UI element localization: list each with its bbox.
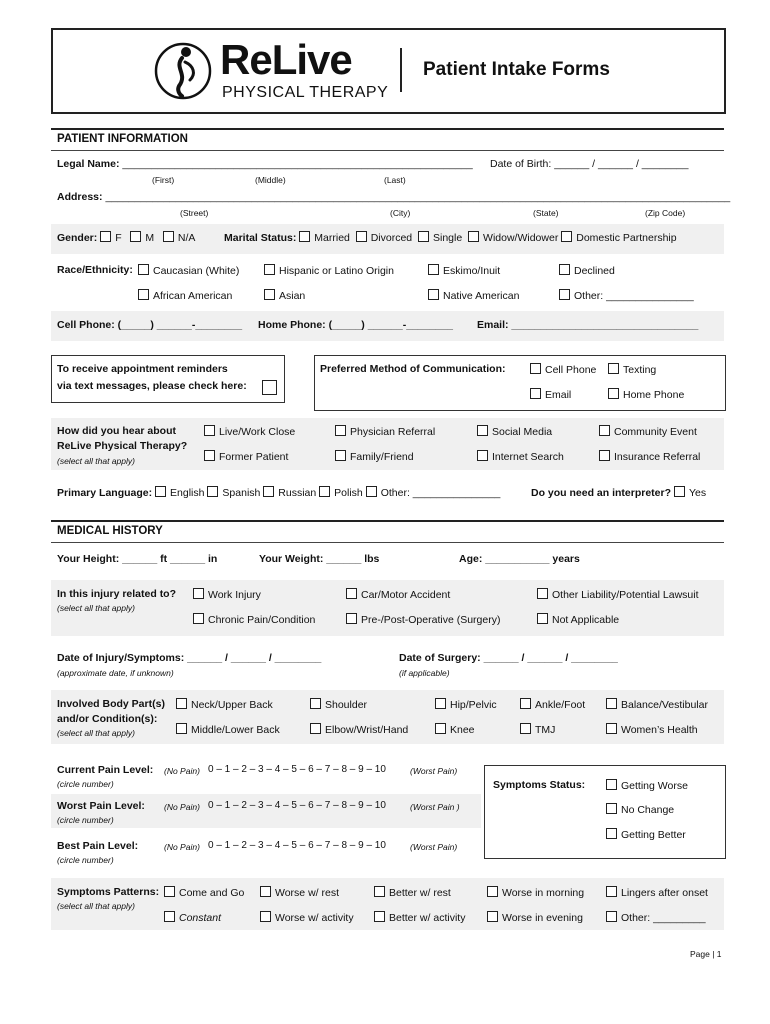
best-circle-note: (circle number) xyxy=(57,855,114,865)
street-caption: (Street) xyxy=(180,208,209,218)
worst-worst: (Worst Pain ) xyxy=(410,802,460,812)
liability-checkbox[interactable]: Other Liability/Potential Lawsuit xyxy=(537,588,699,601)
gender-f-checkbox[interactable]: F xyxy=(100,232,121,244)
patterns-label: Symptoms Patterns: xyxy=(57,886,160,898)
body-note: (select all that apply) xyxy=(57,728,135,738)
social-checkbox[interactable]: Social Media xyxy=(477,425,552,438)
interpreter-yes-checkbox[interactable]: Yes xyxy=(674,487,706,499)
reminder-checkbox[interactable] xyxy=(262,379,277,397)
not-applicable-checkbox[interactable]: Not Applicable xyxy=(537,613,619,626)
internet-checkbox[interactable]: Internet Search xyxy=(477,450,564,463)
zip-caption: (Zip Code) xyxy=(645,208,686,218)
womens-checkbox[interactable]: Women’s Health xyxy=(606,723,698,736)
lang-other-checkbox[interactable]: Other: _______________ xyxy=(366,487,501,499)
divorced-checkbox[interactable]: Divorced xyxy=(356,232,412,244)
home-phone-field[interactable]: Home Phone: (_____) ______-________ xyxy=(258,319,453,331)
logo-icon xyxy=(152,40,214,107)
neck-checkbox[interactable]: Neck/Upper Back xyxy=(176,698,273,711)
current-circle-note: (circle number) xyxy=(57,779,114,789)
comm-email-checkbox[interactable]: Email xyxy=(530,388,571,401)
language-row: Primary Language: English Spanish Russian Polish Other: _______________ xyxy=(57,487,501,499)
page-number: Page | 1 xyxy=(690,949,722,959)
body-line2: and/or Condition(s): xyxy=(57,713,158,725)
widow-checkbox[interactable]: Widow/Widower xyxy=(468,232,558,244)
form-title: Patient Intake Forms xyxy=(423,59,610,80)
asian-checkbox[interactable]: Asian xyxy=(264,289,305,302)
marital-row: Marital Status: Married Divorced Single Widow/Widower Domestic Partnership xyxy=(224,232,677,244)
best-pain-label: Best Pain Level: xyxy=(57,840,139,852)
caucasian-checkbox[interactable]: Caucasian (White) xyxy=(138,264,239,277)
dob-field[interactable]: Date of Birth: ______ / ______ / ________ xyxy=(490,158,689,170)
family-checkbox[interactable]: Family/Friend xyxy=(335,450,414,463)
email-field[interactable]: Email: ________________________________ xyxy=(477,319,699,331)
african-checkbox[interactable]: African American xyxy=(138,289,232,302)
getting-worse-checkbox[interactable]: Getting Worse xyxy=(606,779,688,792)
interpreter-row: Do you need an interpreter? Yes xyxy=(531,487,707,499)
middle-caption: (Middle) xyxy=(255,175,286,185)
worst-pain-scale[interactable]: 0 – 1 – 2 – 3 – 4 – 5 – 6 – 7 – 8 – 9 – 10 xyxy=(208,800,386,811)
patterns-note: (select all that apply) xyxy=(57,901,135,911)
lower-back-checkbox[interactable]: Middle/Lower Back xyxy=(176,723,280,736)
native-checkbox[interactable]: Native American xyxy=(428,289,519,302)
approx-note: (approximate date, if unknown) xyxy=(57,668,174,678)
header-divider xyxy=(400,48,402,92)
worse-activity-checkbox[interactable]: Worse w/ activity xyxy=(260,911,354,924)
pattern-other-checkbox[interactable]: Other: _________ xyxy=(606,911,706,924)
reminder-line2: via text messages, please check here: xyxy=(57,380,247,392)
knee-checkbox[interactable]: Knee xyxy=(435,723,475,736)
current-pain-scale[interactable]: 0 – 1 – 2 – 3 – 4 – 5 – 6 – 7 – 8 – 9 – 10 xyxy=(208,764,386,775)
brand-main: ReLive xyxy=(220,36,352,83)
constant-checkbox[interactable]: Constant xyxy=(164,911,221,924)
current-pain-label: Current Pain Level: xyxy=(57,764,154,776)
better-activity-checkbox[interactable]: Better w/ activity xyxy=(374,911,465,924)
status-label: Symptoms Status: xyxy=(493,779,586,791)
best-pain-scale[interactable]: 0 – 1 – 2 – 3 – 4 – 5 – 6 – 7 – 8 – 9 – 10 xyxy=(208,840,386,851)
balance-checkbox[interactable]: Balance/Vestibular xyxy=(606,698,708,711)
preop-checkbox[interactable]: Pre-/Post-Operative (Surgery) xyxy=(346,613,500,626)
married-checkbox[interactable]: Married xyxy=(299,232,350,244)
hear-line2: ReLive Physical Therapy? xyxy=(57,440,188,452)
worst-pain-label: Worst Pain Level: xyxy=(57,800,145,812)
worse-evening-checkbox[interactable]: Worse in evening xyxy=(487,911,583,924)
lingers-checkbox[interactable]: Lingers after onset xyxy=(606,886,708,899)
physician-checkbox[interactable]: Physician Referral xyxy=(335,425,435,438)
elbow-checkbox[interactable]: Elbow/Wrist/Hand xyxy=(310,723,408,736)
worse-morning-checkbox[interactable]: Worse in morning xyxy=(487,886,584,899)
english-checkbox[interactable]: English xyxy=(155,487,204,499)
current-worst: (Worst Pain) xyxy=(410,766,458,776)
race-other-checkbox[interactable]: Other: _______________ xyxy=(559,289,694,302)
getting-better-checkbox[interactable]: Getting Better xyxy=(606,828,686,841)
gender-na-checkbox[interactable]: N/A xyxy=(163,232,196,244)
declined-checkbox[interactable]: Declined xyxy=(559,264,615,277)
brand-sub: PHYSICAL THERAPY xyxy=(222,84,389,101)
if-applicable-note: (if applicable) xyxy=(399,668,450,678)
former-checkbox[interactable]: Former Patient xyxy=(204,450,288,463)
russian-checkbox[interactable]: Russian xyxy=(263,487,316,499)
work-injury-checkbox[interactable]: Work Injury xyxy=(193,588,261,601)
first-caption: (First) xyxy=(152,175,175,185)
patient-section-header: PATIENT INFORMATION xyxy=(51,128,724,151)
hip-checkbox[interactable]: Hip/Pelvic xyxy=(435,698,497,711)
weight-field[interactable]: Your Weight: ______ lbs xyxy=(259,553,380,565)
worse-rest-checkbox[interactable]: Worse w/ rest xyxy=(260,886,339,899)
age-field[interactable]: Age: ___________ years xyxy=(459,553,580,565)
best-no-pain: (No Pain) xyxy=(164,842,200,852)
comm-label: Preferred Method of Communication: xyxy=(320,363,506,375)
reminder-line1: To receive appointment reminders xyxy=(57,363,228,375)
single-checkbox[interactable]: Single xyxy=(418,232,462,244)
address-row[interactable]: Address: ___________________________________________________________________________________________________________ xyxy=(57,191,731,203)
legal-name-row[interactable]: Legal Name: ____________________________________________________________ xyxy=(57,158,473,170)
hear-note: (select all that apply) xyxy=(57,456,135,466)
ankle-checkbox[interactable]: Ankle/Foot xyxy=(520,698,585,711)
live-work-checkbox[interactable]: Live/Work Close xyxy=(204,425,295,438)
date-surgery-field[interactable]: Date of Surgery: ______ / ______ / ________ xyxy=(399,652,618,664)
chronic-checkbox[interactable]: Chronic Pain/Condition xyxy=(193,613,315,626)
hispanic-checkbox[interactable]: Hispanic or Latino Origin xyxy=(264,264,394,277)
medical-section-header: MEDICAL HISTORY xyxy=(51,520,724,543)
eskimo-checkbox[interactable]: Eskimo/Inuit xyxy=(428,264,500,277)
no-change-checkbox[interactable]: No Change xyxy=(606,803,674,816)
cell-phone-field[interactable]: Cell Phone: (_____) ______-________ xyxy=(57,319,243,331)
domestic-checkbox[interactable]: Domestic Partnership xyxy=(561,232,676,244)
shoulder-checkbox[interactable]: Shoulder xyxy=(310,698,367,711)
insurance-checkbox[interactable]: Insurance Referral xyxy=(599,450,700,463)
worst-circle-note: (circle number) xyxy=(57,815,114,825)
better-rest-checkbox[interactable]: Better w/ rest xyxy=(374,886,451,899)
gender-m-checkbox[interactable]: M xyxy=(130,232,154,244)
gender-row: Gender: F M N/A xyxy=(57,232,196,244)
comm-cell-checkbox[interactable]: Cell Phone xyxy=(530,363,596,376)
best-worst: (Worst Pain) xyxy=(410,842,458,852)
city-caption: (City) xyxy=(390,208,411,218)
polish-checkbox[interactable]: Polish xyxy=(319,487,363,499)
spanish-checkbox[interactable]: Spanish xyxy=(207,487,260,499)
last-caption: (Last) xyxy=(384,175,406,185)
current-no-pain: (No Pain) xyxy=(164,766,200,776)
date-injury-field[interactable]: Date of Injury/Symptoms: ______ / ______ / ________ xyxy=(57,652,322,664)
tmj-checkbox[interactable]: TMJ xyxy=(520,723,555,736)
community-checkbox[interactable]: Community Event xyxy=(599,425,697,438)
state-caption: (State) xyxy=(533,208,559,218)
body-line1: Involved Body Part(s) xyxy=(57,698,165,710)
come-go-checkbox[interactable]: Come and Go xyxy=(164,886,244,899)
height-field[interactable]: Your Height: ______ ft ______ in xyxy=(57,553,218,565)
car-checkbox[interactable]: Car/Motor Accident xyxy=(346,588,450,601)
injury-note: (select all that apply) xyxy=(57,603,135,613)
hear-line1: How did you hear about xyxy=(57,425,177,437)
race-label: Race/Ethnicity: xyxy=(57,264,133,276)
comm-home-checkbox[interactable]: Home Phone xyxy=(608,388,684,401)
comm-texting-checkbox[interactable]: Texting xyxy=(608,363,656,376)
worst-no-pain: (No Pain) xyxy=(164,802,200,812)
injury-label: In this injury related to? xyxy=(57,588,177,600)
